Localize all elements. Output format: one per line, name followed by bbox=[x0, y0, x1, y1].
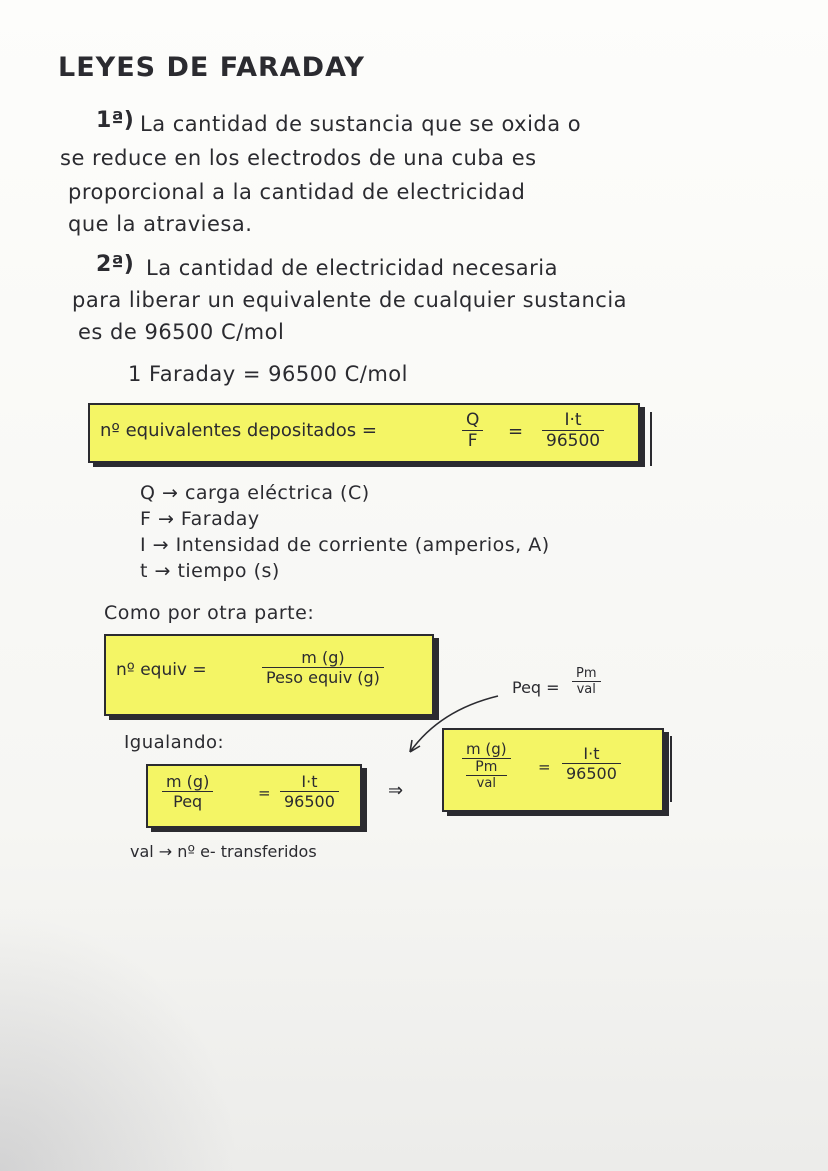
fraction-denominator: 96500 bbox=[562, 763, 621, 783]
sub-fraction-numerator: Pm bbox=[475, 759, 498, 775]
fraction-numerator: Q bbox=[466, 410, 480, 430]
fraction-q-over-f bbox=[462, 410, 483, 451]
formula2-label: nº equiv = bbox=[116, 660, 207, 680]
fraction-numerator: m (g) bbox=[301, 648, 345, 667]
law1-line-4: que la atraviesa. bbox=[68, 212, 253, 236]
fraction-denominator: val bbox=[572, 681, 601, 697]
equals-sign: = bbox=[538, 758, 551, 776]
law1-line-3: proporcional a la cantidad de electricidad bbox=[68, 180, 526, 204]
fraction-numerator: I·t bbox=[564, 410, 582, 430]
equals-sign: = bbox=[508, 421, 524, 442]
legend-item-t: t → tiempo (s) bbox=[140, 560, 280, 582]
law2-number: 2ª) bbox=[96, 252, 134, 277]
law2-line-1: La cantidad de electricidad necesaria bbox=[146, 256, 559, 280]
page-title: LEYES DE FARADAY bbox=[58, 52, 365, 83]
faraday-definition: 1 Faraday = 96500 C/mol bbox=[128, 362, 408, 386]
fraction-denominator: 96500 bbox=[280, 791, 339, 811]
fraction-denominator: Peq bbox=[162, 791, 213, 811]
fraction-denominator: 96500 bbox=[542, 430, 604, 451]
legend-item-i: I → Intensidad de corriente (amperios, A) bbox=[140, 534, 550, 556]
fraction-it-over-96500 bbox=[562, 744, 621, 783]
fraction-it-over-96500 bbox=[542, 410, 604, 451]
law2-line-2: para liberar un equivalente de cualquier sustancia bbox=[72, 288, 628, 312]
fraction-numerator: I·t bbox=[583, 744, 600, 763]
law1-line-2: se reduce en los electrodos de una cuba es bbox=[60, 146, 537, 170]
igualando-text: Igualando: bbox=[124, 732, 225, 753]
law2-line-3: es de 96500 C/mol bbox=[78, 320, 285, 344]
equals-sign: = bbox=[258, 784, 271, 802]
law1-number: 1ª) bbox=[96, 108, 134, 133]
val-definition: val → nº e- transferidos bbox=[130, 842, 317, 861]
formula1-label: nº equivalentes depositados = bbox=[100, 420, 377, 441]
peq-label: Peq = bbox=[512, 678, 560, 697]
box-margin-line bbox=[670, 736, 672, 802]
fraction-m-over-peq bbox=[162, 772, 213, 811]
legend-item-q: Q → carga eléctrica (C) bbox=[140, 482, 370, 504]
sub-fraction-denominator: val bbox=[466, 775, 507, 791]
fraction-denominator bbox=[462, 758, 511, 791]
fraction-numerator: m (g) bbox=[466, 740, 507, 758]
fraction-numerator: Pm bbox=[576, 666, 597, 681]
fraction-it-over-96500 bbox=[280, 772, 339, 811]
fraction-pm-over-val bbox=[572, 666, 601, 697]
fraction-numerator: m (g) bbox=[166, 772, 210, 791]
fraction-denominator: F bbox=[462, 430, 483, 451]
fraction-numerator: I·t bbox=[301, 772, 318, 791]
box-margin-line bbox=[650, 412, 652, 466]
fraction-m-over-peso-equiv bbox=[262, 648, 384, 687]
legend-item-f: F → Faraday bbox=[140, 508, 260, 530]
law1-line-1: La cantidad de sustancia que se oxida o bbox=[140, 112, 582, 136]
implies-arrow-icon: ⇒ bbox=[388, 780, 404, 801]
page-shadow bbox=[0, 911, 240, 1171]
como-text: Como por otra parte: bbox=[104, 602, 315, 624]
fraction-m-over-pm-val bbox=[462, 740, 511, 791]
fraction-denominator: Peso equiv (g) bbox=[262, 667, 384, 687]
